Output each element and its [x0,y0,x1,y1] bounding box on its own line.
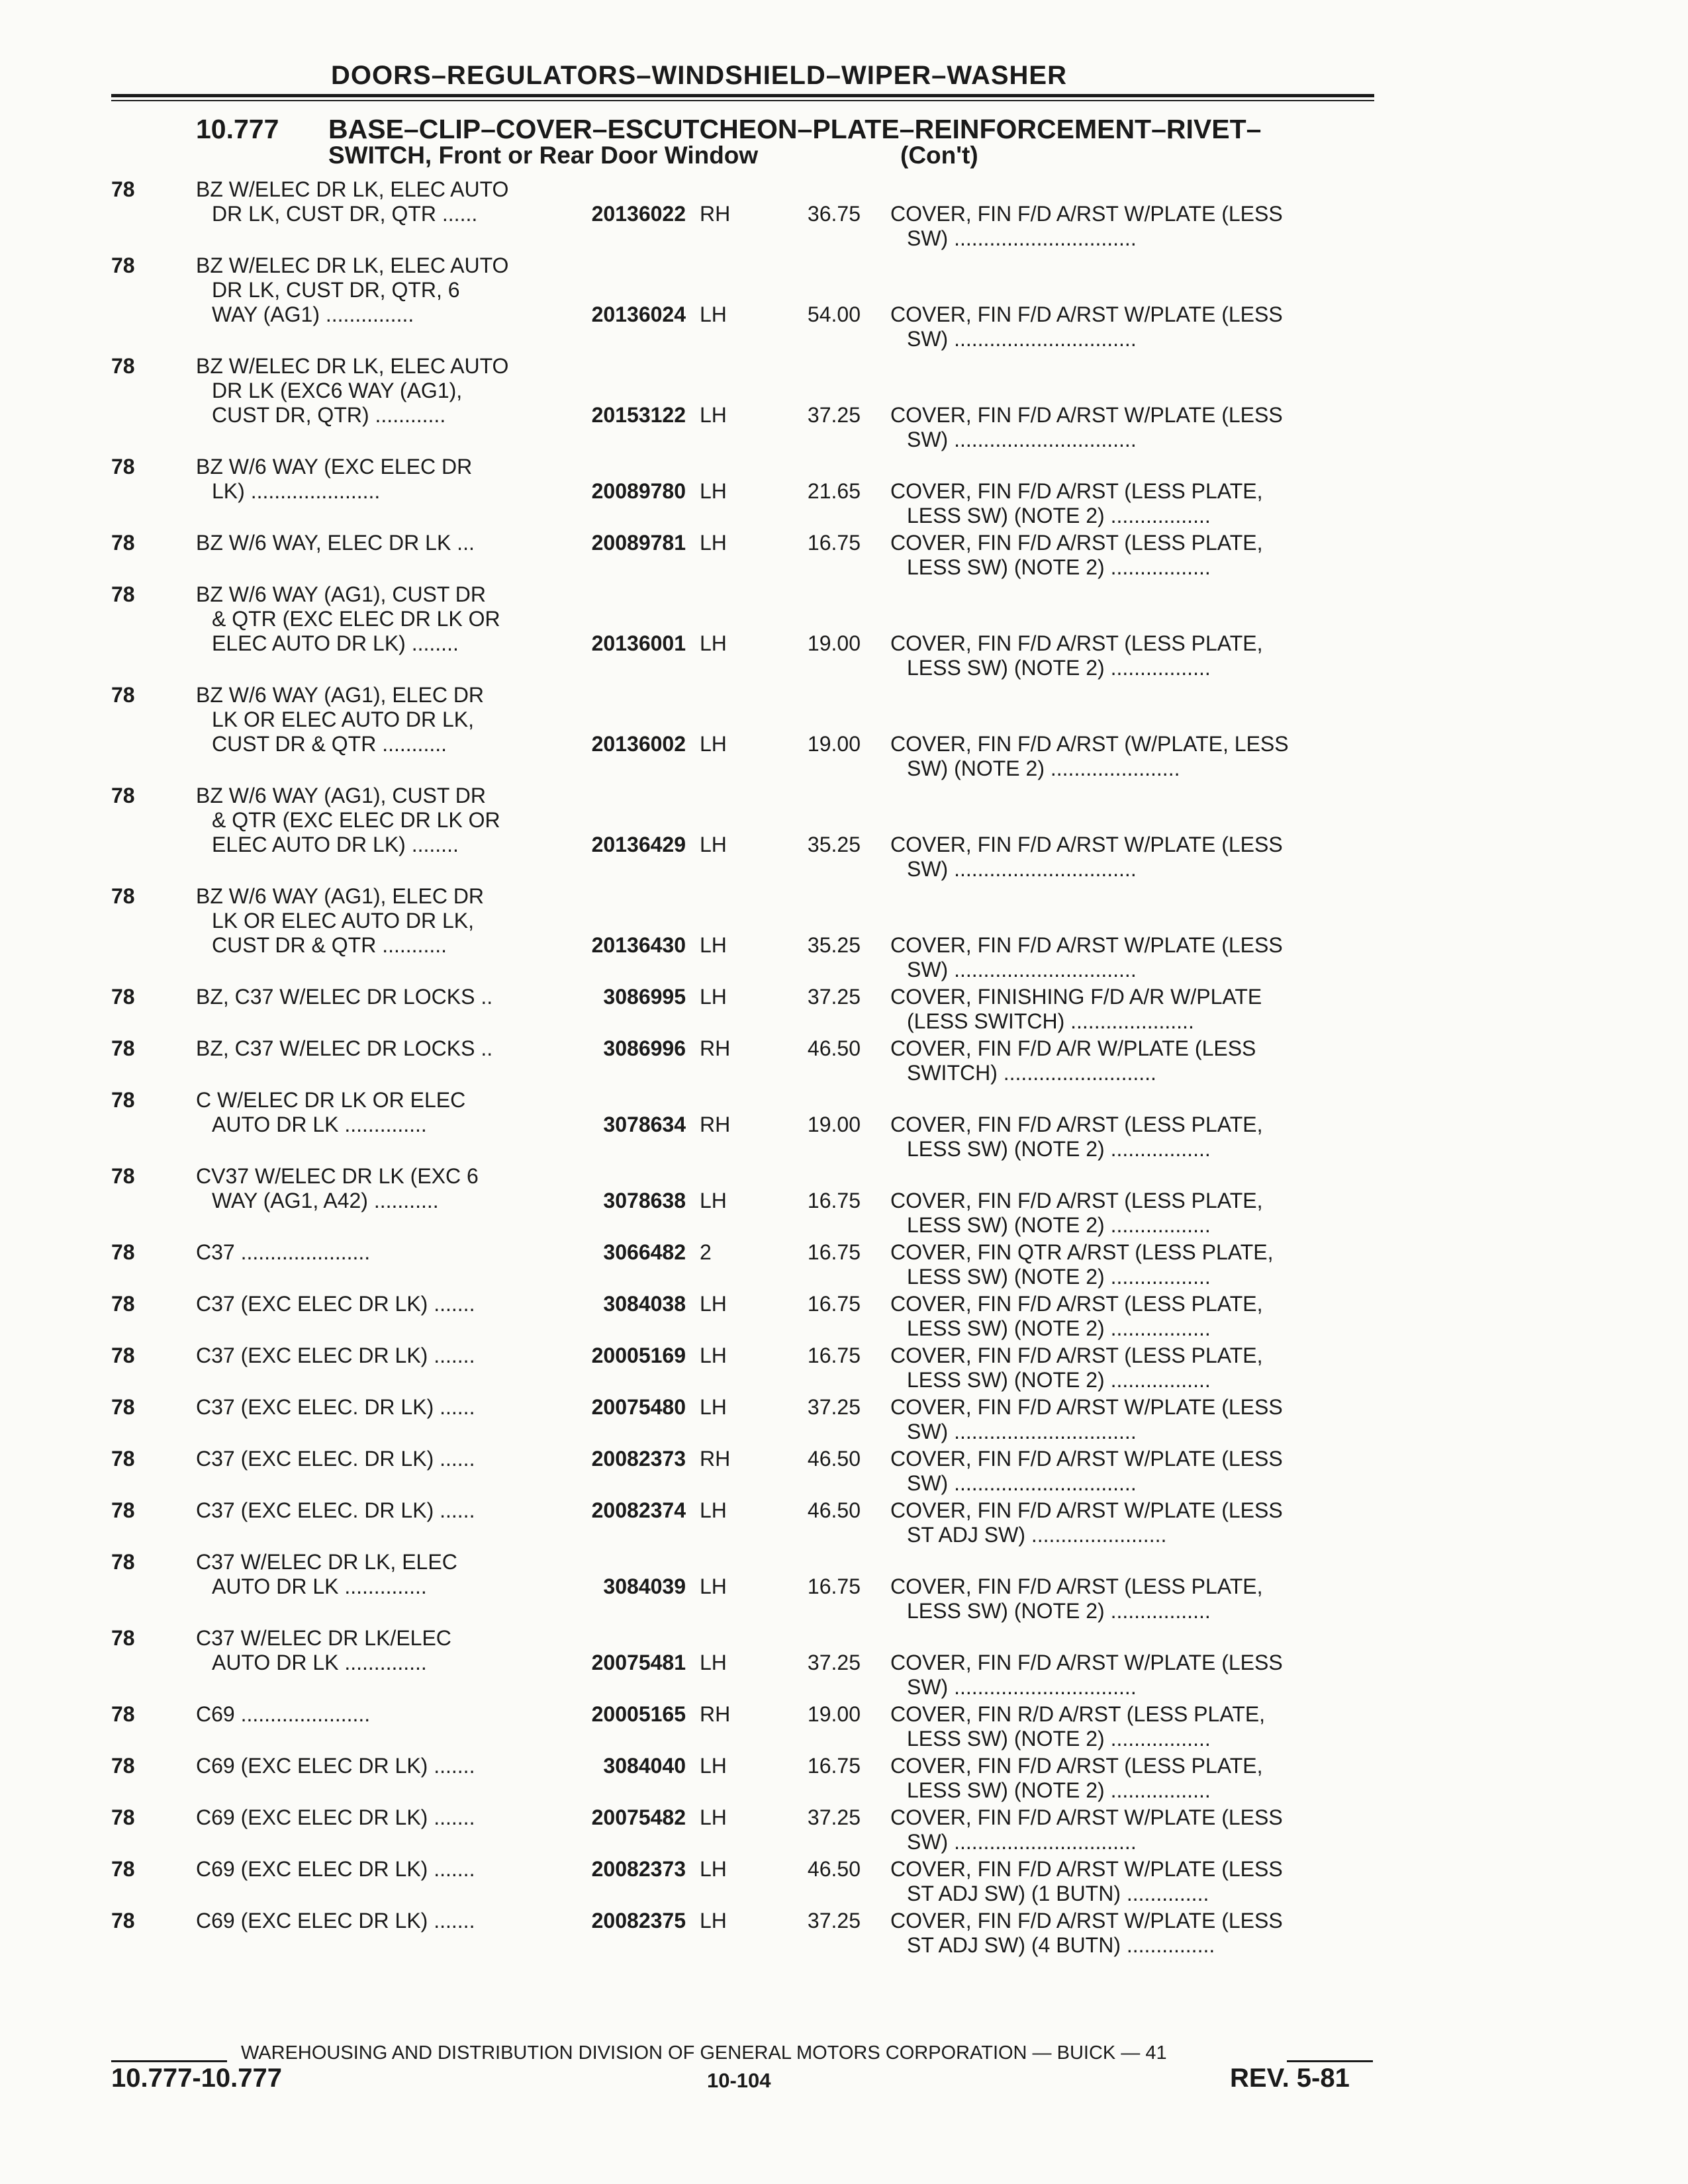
item-description: DR LK (EXC6 WAY (AG1), [212,379,463,402]
cover-description: LESS SW) (NOTE 2) ................. [907,1778,1211,1802]
item-description: ELEC AUTO DR LK) ........ [212,631,459,655]
cover-description: COVER, FIN F/D A/RST W/PLATE (LESS [890,302,1283,326]
quantity: RH [700,1447,731,1471]
cover-description: COVER, FIN QTR A/RST (LESS PLATE, [890,1240,1274,1264]
cover-description: COVER, FIN F/D A/RST W/PLATE (LESS [890,833,1283,856]
part-number: 20082375 [591,1909,686,1933]
table-row [0,455,1688,527]
part-number: 3084040 [603,1754,686,1778]
cover-description: COVER, FIN F/D A/RST W/PLATE (LESS [890,1498,1283,1522]
part-number: 3086996 [603,1036,686,1060]
cover-description: COVER, FIN R/D A/RST (LESS PLATE, [890,1702,1266,1726]
quantity: LH [700,531,727,555]
price: 54.00 [807,302,861,326]
group-number: 78 [111,1550,135,1574]
quantity: 2 [700,1240,712,1264]
cover-description: COVER, FIN F/D A/RST W/PLATE (LESS [890,1805,1283,1829]
cover-description: COVER, FIN F/D A/RST (LESS PLATE, [890,531,1263,555]
cover-description: COVER, FIN F/D A/RST (LESS PLATE, [890,1343,1263,1367]
cover-description: COVER, FIN F/D A/RST W/PLATE (LESS [890,1651,1283,1674]
cover-description: LESS SW) (NOTE 2) ................. [907,1599,1211,1623]
table-row [0,1702,1688,1751]
item-description: BZ W/6 WAY (AG1), ELEC DR [196,683,485,707]
price: 37.25 [807,985,861,1009]
item-description: C37 (EXC ELEC DR LK) ....... [196,1292,475,1316]
group-number: 78 [111,455,135,478]
part-number: 20075480 [591,1395,686,1419]
quantity: LH [700,302,727,326]
price: 19.00 [807,1113,861,1136]
item-description: C37 (EXC ELEC. DR LK) ...... [196,1395,475,1419]
quantity: LH [700,631,727,655]
part-number: 3078638 [603,1189,686,1212]
part-number: 3084039 [603,1574,686,1598]
item-description: LK OR ELEC AUTO DR LK, [212,909,474,933]
price: 16.75 [807,1189,861,1212]
item-description: & QTR (EXC ELEC DR LK OR [212,607,500,631]
group-number: 78 [111,1395,135,1419]
table-row [0,1164,1688,1237]
item-description: LK OR ELEC AUTO DR LK, [212,707,474,731]
table-row [0,1626,1688,1699]
part-number: 3086995 [603,985,686,1009]
footer-range: 10.777-10.777 [111,2064,283,2093]
group-number: 78 [111,1447,135,1471]
cover-description: LESS SW) (NOTE 2) ................. [907,504,1211,527]
cover-description: COVER, FIN F/D A/R W/PLATE (LESS [890,1036,1256,1060]
cover-description: SW) ............................... [907,1420,1137,1443]
table-row [0,1292,1688,1340]
part-number: 20082374 [591,1498,686,1522]
group-number: 78 [111,1805,135,1829]
part-number: 20089781 [591,531,686,555]
part-number: 20005165 [591,1702,686,1726]
group-number: 78 [111,1036,135,1060]
cover-description: ST ADJ SW) (1 BUTN) .............. [907,1882,1209,1905]
cover-description: COVER, FIN F/D A/RST (LESS PLATE, [890,1574,1263,1598]
table-row [0,1498,1688,1547]
cover-description: SW) ............................... [907,1675,1137,1699]
part-number: 20005169 [591,1343,686,1367]
price: 19.00 [807,1702,861,1726]
table-row [0,884,1688,981]
price: 37.25 [807,1805,861,1829]
quantity: LH [700,1498,727,1522]
table-row [0,1754,1688,1802]
item-description: ELEC AUTO DR LK) ........ [212,833,459,856]
part-number: 20153122 [591,403,686,427]
table-row [0,1447,1688,1495]
item-description: C69 (EXC ELEC DR LK) ....... [196,1754,475,1778]
cover-description: LESS SW) (NOTE 2) ................. [907,1137,1211,1161]
part-number: 20136001 [591,631,686,655]
item-description: CUST DR & QTR ........... [212,933,447,957]
table-row [0,531,1688,579]
part-number: 20136022 [591,202,686,226]
cover-description: COVER, FIN F/D A/RST W/PLATE (LESS [890,202,1283,226]
table-row [0,985,1688,1033]
cover-description: SW) ............................... [907,327,1137,351]
table-row [0,683,1688,780]
part-number: 20075481 [591,1651,686,1674]
item-description: CUST DR, QTR) ............ [212,403,446,427]
item-description: C W/ELEC DR LK OR ELEC [196,1088,466,1112]
group-number: 78 [111,1702,135,1726]
cover-description: COVER, FINISHING F/D A/R W/PLATE [890,985,1262,1009]
item-description: BZ W/6 WAY (EXC ELEC DR [196,455,473,478]
cover-description: LESS SW) (NOTE 2) ................. [907,1265,1211,1289]
item-description: AUTO DR LK .............. [212,1113,427,1136]
quantity: LH [700,933,727,957]
price: 16.75 [807,1343,861,1367]
group-number: 78 [111,1626,135,1650]
cover-description: ST ADJ SW) ....................... [907,1523,1167,1547]
item-description: CV37 W/ELEC DR LK (EXC 6 [196,1164,479,1188]
quantity: RH [700,202,731,226]
page-header-title: DOORS–REGULATORS–WINDSHIELD–WIPER–WASHER [331,61,1067,90]
item-description: C69 ...................... [196,1702,371,1726]
table-row [0,582,1688,680]
item-description: BZ W/ELEC DR LK, ELEC AUTO [196,177,509,201]
quantity: LH [700,1292,727,1316]
table-row [0,1857,1688,1905]
table-row [0,1550,1688,1623]
part-number: 20082373 [591,1857,686,1881]
cover-description: COVER, FIN F/D A/RST (LESS PLATE, [890,1113,1263,1136]
item-description: C37 W/ELEC DR LK, ELEC [196,1550,457,1574]
cover-description: COVER, FIN F/D A/RST (LESS PLATE, [890,479,1263,503]
price: 35.25 [807,833,861,856]
footer-page-number: 10-104 [707,2069,771,2092]
cover-description: SW) ............................... [907,857,1137,881]
price: 21.65 [807,479,861,503]
cover-description: LESS SW) (NOTE 2) ................. [907,1213,1211,1237]
quantity: LH [700,1189,727,1212]
cover-description: SW) ............................... [907,226,1137,250]
cover-description: COVER, FIN F/D A/RST (LESS PLATE, [890,1754,1263,1778]
cover-description: COVER, FIN F/D A/RST W/PLATE (LESS [890,1447,1283,1471]
quantity: LH [700,479,727,503]
item-description: BZ, C37 W/ELEC DR LOCKS .. [196,985,493,1009]
price: 16.75 [807,1754,861,1778]
price: 37.25 [807,1651,861,1674]
group-number: 78 [111,177,135,201]
table-row [0,354,1688,451]
item-description: C37 (EXC ELEC. DR LK) ...... [196,1447,475,1471]
quantity: LH [700,985,727,1009]
item-description: & QTR (EXC ELEC DR LK OR [212,808,500,832]
item-description: BZ W/6 WAY, ELEC DR LK ... [196,531,475,555]
item-description: LK) ...................... [212,479,381,503]
cover-description: LESS SW) (NOTE 2) ................. [907,1368,1211,1392]
group-number: 78 [111,1909,135,1933]
quantity: RH [700,1702,731,1726]
quantity: LH [700,1395,727,1419]
item-description: C37 ...................... [196,1240,371,1264]
cover-description: SW) ............................... [907,428,1137,451]
table-row [0,253,1688,351]
cover-description: (LESS SWITCH) ..................... [907,1009,1194,1033]
quantity: LH [700,833,727,856]
table-row [0,177,1688,250]
cover-description: SW) ............................... [907,958,1137,981]
price: 16.75 [807,1240,861,1264]
group-number: 78 [111,1857,135,1881]
cover-description: COVER, FIN F/D A/RST W/PLATE (LESS [890,933,1283,957]
price: 19.00 [807,631,861,655]
cover-description: COVER, FIN F/D A/RST (LESS PLATE, [890,1189,1263,1212]
group-number: 78 [111,1164,135,1188]
cover-description: LESS SW) (NOTE 2) ................. [907,1316,1211,1340]
price: 35.25 [807,933,861,957]
cover-description: SWITCH) .......................... [907,1061,1156,1085]
cover-description: COVER, FIN F/D A/RST (LESS PLATE, [890,1292,1263,1316]
group-number: 78 [111,683,135,707]
quantity: LH [700,1651,727,1674]
group-number: 78 [111,1240,135,1264]
footer-rule-right [1287,2060,1373,2062]
price: 16.75 [807,1574,861,1598]
item-description: BZ W/ELEC DR LK, ELEC AUTO [196,253,509,277]
table-row [0,1343,1688,1392]
item-description: C69 (EXC ELEC DR LK) ....... [196,1805,475,1829]
price: 19.00 [807,732,861,756]
table-row [0,1240,1688,1289]
cover-description: SW) (NOTE 2) ...................... [907,756,1180,780]
quantity: LH [700,1805,727,1829]
cover-description: LESS SW) (NOTE 2) ................. [907,656,1211,680]
section-continued: (Con't) [900,142,978,169]
quantity: RH [700,1036,731,1060]
part-number: 3084038 [603,1292,686,1316]
price: 37.25 [807,1909,861,1933]
item-description: DR LK, CUST DR, QTR, 6 [212,278,460,302]
table-row [0,1036,1688,1085]
table-row [0,1805,1688,1854]
item-description: AUTO DR LK .............. [212,1651,427,1674]
footer-division: WAREHOUSING AND DISTRIBUTION DIVISION OF GENERAL MOTORS CORPORATION — BUICK — 41 [241,2042,1167,2064]
part-number: 20075482 [591,1805,686,1829]
part-number: 20136002 [591,732,686,756]
item-description: WAY (AG1, A42) ........... [212,1189,439,1212]
table-row [0,1909,1688,1957]
cover-description: SW) ............................... [907,1471,1137,1495]
footer-rule-left [111,2060,227,2062]
table-row [0,784,1688,881]
item-description: C37 (EXC ELEC DR LK) ....... [196,1343,475,1367]
item-description: DR LK, CUST DR, QTR ...... [212,202,478,226]
cover-description: COVER, FIN F/D A/RST (LESS PLATE, [890,631,1263,655]
cover-description: COVER, FIN F/D A/RST W/PLATE (LESS [890,1857,1283,1881]
group-number: 78 [111,1088,135,1112]
item-description: C37 W/ELEC DR LK/ELEC [196,1626,451,1650]
price: 16.75 [807,531,861,555]
group-number: 78 [111,1498,135,1522]
quantity: LH [700,1754,727,1778]
price: 37.25 [807,403,861,427]
group-number: 78 [111,985,135,1009]
section-number: 10.777 [196,114,279,144]
item-description: WAY (AG1) ............... [212,302,414,326]
cover-description: COVER, FIN F/D A/RST W/PLATE (LESS [890,403,1283,427]
item-description: BZ W/6 WAY (AG1), ELEC DR [196,884,485,908]
price: 46.50 [807,1447,861,1471]
table-row [0,1088,1688,1161]
quantity: LH [700,1343,727,1367]
quantity: LH [700,1574,727,1598]
item-description: AUTO DR LK .............. [212,1574,427,1598]
header-rule-thin [111,100,1374,101]
group-number: 78 [111,784,135,807]
price: 46.50 [807,1036,861,1060]
part-number: 20136024 [591,302,686,326]
item-description: BZ W/6 WAY (AG1), CUST DR [196,784,486,807]
price: 16.75 [807,1292,861,1316]
quantity: LH [700,403,727,427]
part-number: 20136430 [591,933,686,957]
price: 46.50 [807,1857,861,1881]
table-row [0,1395,1688,1443]
part-number: 20136429 [591,833,686,856]
part-number: 3066482 [603,1240,686,1264]
item-description: C69 (EXC ELEC DR LK) ....... [196,1909,475,1933]
price: 36.75 [807,202,861,226]
item-description: BZ W/ELEC DR LK, ELEC AUTO [196,354,509,378]
group-number: 78 [111,1292,135,1316]
footer-revision: REV. 5-81 [1230,2064,1350,2093]
quantity: LH [700,1857,727,1881]
group-number: 78 [111,582,135,606]
cover-description: COVER, FIN F/D A/RST W/PLATE (LESS [890,1909,1283,1933]
section-title-line2: SWITCH, Front or Rear Door Window [328,142,759,169]
section-title-line1: BASE–CLIP–COVER–ESCUTCHEON–PLATE–REINFORCEMENT–RIVET– [328,114,1262,144]
group-number: 78 [111,1343,135,1367]
group-number: 78 [111,253,135,277]
cover-description: COVER, FIN F/D A/RST W/PLATE (LESS [890,1395,1283,1419]
part-number: 20089780 [591,479,686,503]
cover-description: LESS SW) (NOTE 2) ................. [907,555,1211,579]
quantity: RH [700,1113,731,1136]
item-description: CUST DR & QTR ........... [212,732,447,756]
item-description: BZ W/6 WAY (AG1), CUST DR [196,582,486,606]
item-description: BZ, C37 W/ELEC DR LOCKS .. [196,1036,493,1060]
quantity: LH [700,732,727,756]
group-number: 78 [111,531,135,555]
part-number: 3078634 [603,1113,686,1136]
group-number: 78 [111,354,135,378]
item-description: C69 (EXC ELEC DR LK) ....... [196,1857,475,1881]
cover-description: COVER, FIN F/D A/RST (W/PLATE, LESS [890,732,1289,756]
header-rule [111,94,1374,97]
cover-description: LESS SW) (NOTE 2) ................. [907,1727,1211,1751]
group-number: 78 [111,1754,135,1778]
cover-description: SW) ............................... [907,1830,1137,1854]
price: 46.50 [807,1498,861,1522]
price: 37.25 [807,1395,861,1419]
cover-description: ST ADJ SW) (4 BUTN) ............... [907,1933,1215,1957]
part-number: 20082373 [591,1447,686,1471]
item-description: C37 (EXC ELEC. DR LK) ...... [196,1498,475,1522]
quantity: LH [700,1909,727,1933]
group-number: 78 [111,884,135,908]
